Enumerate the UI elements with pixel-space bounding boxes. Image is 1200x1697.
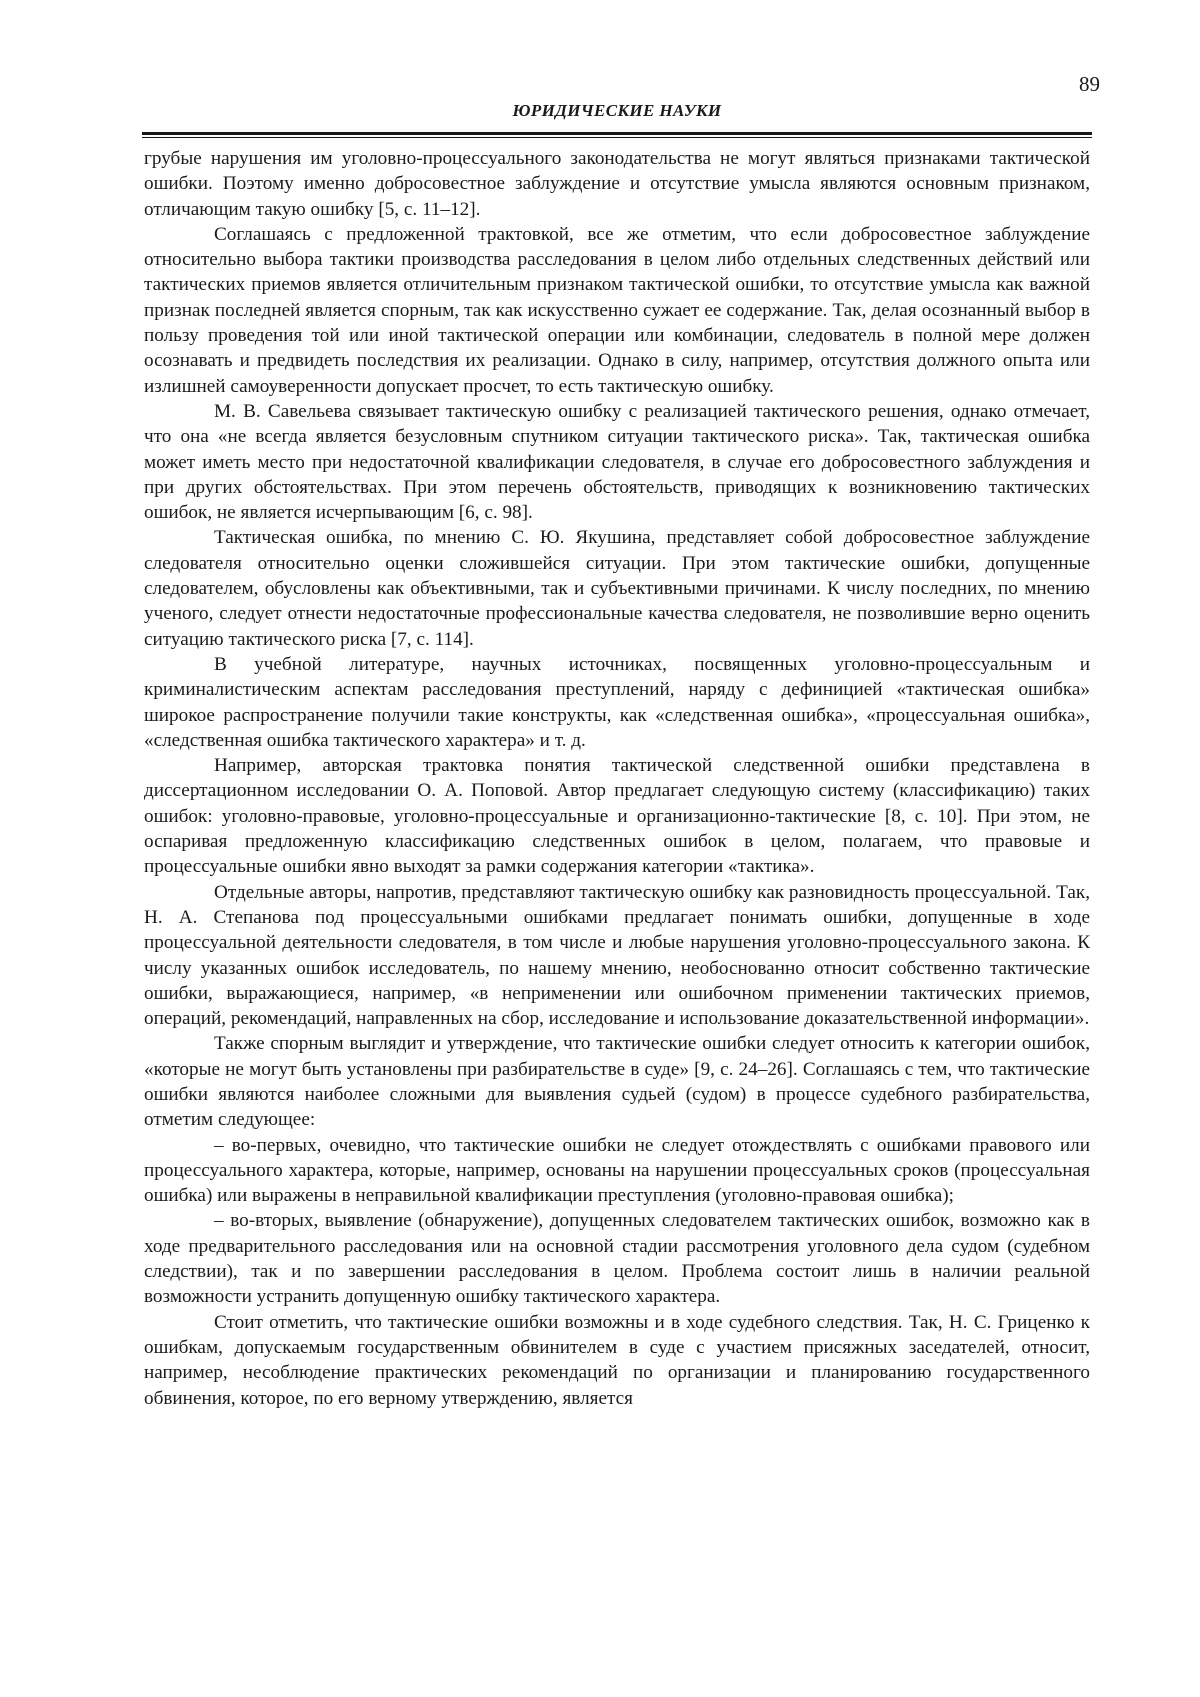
paragraph: В учебной литературе, научных источниках, посвященных уголовно-процессуальным и криминалистическим аспектам расследования преступлений, наряду с дефиницией «тактическая ошибка» широкое распространение получили такие конструкты, как «следственная ошибка», «процессуальная ошибка», «следственная ошибка тактического характера» и т. д.: [144, 652, 1090, 753]
paragraph: Стоит отметить, что тактические ошибки возможны и в ходе судебного следствия. Так, Н. С. Гриценко к ошибкам, допускаемым государственным обвинителем в суде с участием присяжных заседателей, относит, например, несоблюдение практических рекомендаций по организации и планированию государственного обвинения, которое, по его верному утверждению, является: [144, 1310, 1090, 1411]
running-header: ЮРИДИЧЕСКИЕ НАУКИ: [144, 101, 1090, 121]
header-rule: [142, 132, 1092, 135]
paragraph: Отдельные авторы, напротив, представляют тактическую ошибку как разновидность процессуальной. Так, Н. А. Степанова под процессуальными ошибками предлагает понимать ошибки, допущенные в ходе процессуальной деятельности следователя, в том числе и любые нарушения уголовно-процессуального закона. К числу указанных ошибок исследователь, по нашему мнению, необоснованно относит собственно тактические ошибки, выражающиеся, например, «в неприменении или ошибочном применении тактических приемов, операций, рекомендаций, направленных на сбор, исследование и использование доказательственной информации».: [144, 880, 1090, 1032]
header-rule-thin: [142, 137, 1092, 138]
paragraph: Также спорным выглядит и утверждение, что тактические ошибки следует относить к категории ошибок, «которые не могут быть установлены при разбирательстве в суде» [9, с. 24–26]. Соглашаясь с тем, что тактические ошибки являются наиболее сложными для выявления судьей (судом) в процессе судебного разбирательства, отметим следующее:: [144, 1031, 1090, 1132]
paragraph: грубые нарушения им уголовно-процессуального законодательства не могут являться признаками тактической ошибки. Поэтому именно добросовестное заблуждение и отсутствие умысла являются основным признаком, отличающим такую ошибку [5, с. 11–12].: [144, 146, 1090, 222]
paragraph: М. В. Савельева связывает тактическую ошибку с реализацией тактического решения, однако отмечает, что она «не всегда является безусловным спутником ситуации тактического риска». Так, тактическая ошибка может иметь место при недостаточной квалификации следователя, в случае его добросовестного заблуждения и при других обстоятельствах. При этом перечень обстоятельств, приводящих к возникновению тактических ошибок, не является исчерпывающим [6, с. 98].: [144, 399, 1090, 525]
page-number: 89: [1040, 72, 1100, 97]
list-item: – во-вторых, выявление (обнаружение), допущенных следователем тактических ошибок, возможно как в ходе предварительного расследования или на основной стадии рассмотрения уголовного дела судом (судебном следствии), так и по завершении расследования в целом. Проблема состоит лишь в наличии реальной возможности устранить допущенную ошибку тактического характера.: [144, 1208, 1090, 1309]
paragraph: Соглашаясь с предложенной трактовкой, все же отметим, что если добросовестное заблуждение относительно выбора тактики производства расследования в целом либо отдельных следственных действий или тактических приемов является отличительным признаком тактической ошибки, то отсутствие умысла как важной признак последней является спорным, так как искусственно сужает ее содержание. Так, делая осознанный выбор в пользу проведения той или иной тактической операции или комбинации, следователь в полной мере должен осознавать и предвидеть последствия их реализации. Однако в силу, например, отсутствия должного опыта или излишней самоуверенности допускает просчет, то есть тактическую ошибку.: [144, 222, 1090, 399]
list-item: – во-первых, очевидно, что тактические ошибки не следует отождествлять с ошибками правового или процессуального характера, которые, например, основаны на нарушении процессуальных сроков (процессуальная ошибка) или выражены в неправильной квалификации преступления (уголовно-правовая ошибка);: [144, 1133, 1090, 1209]
paragraph: Тактическая ошибка, по мнению С. Ю. Якушина, представляет собой добросовестное заблуждение следователя относительно оценки сложившейся ситуации. При этом тактические ошибки, допущенные следователем, обусловлены как объективными, так и субъективными причинами. К числу последних, по мнению ученого, следует отнести недостаточные профессиональные качества следователя, не позволившие верно оценить ситуацию тактического риска [7, с. 114].: [144, 525, 1090, 651]
paragraph: Например, авторская трактовка понятия тактической следственной ошибки представлена в диссертационном исследовании О. А. Поповой. Автор предлагает следующую систему (классификацию) таких ошибок: уголовно-правовые, уголовно-процессуальные и организационно-тактические [8, с. 10]. При этом, не оспаривая предложенную классификацию следственных ошибок в целом, полагаем, что правовые и процессуальные ошибки явно выходят за рамки содержания категории «тактика».: [144, 753, 1090, 879]
article-body: [144, 146, 1090, 1411]
